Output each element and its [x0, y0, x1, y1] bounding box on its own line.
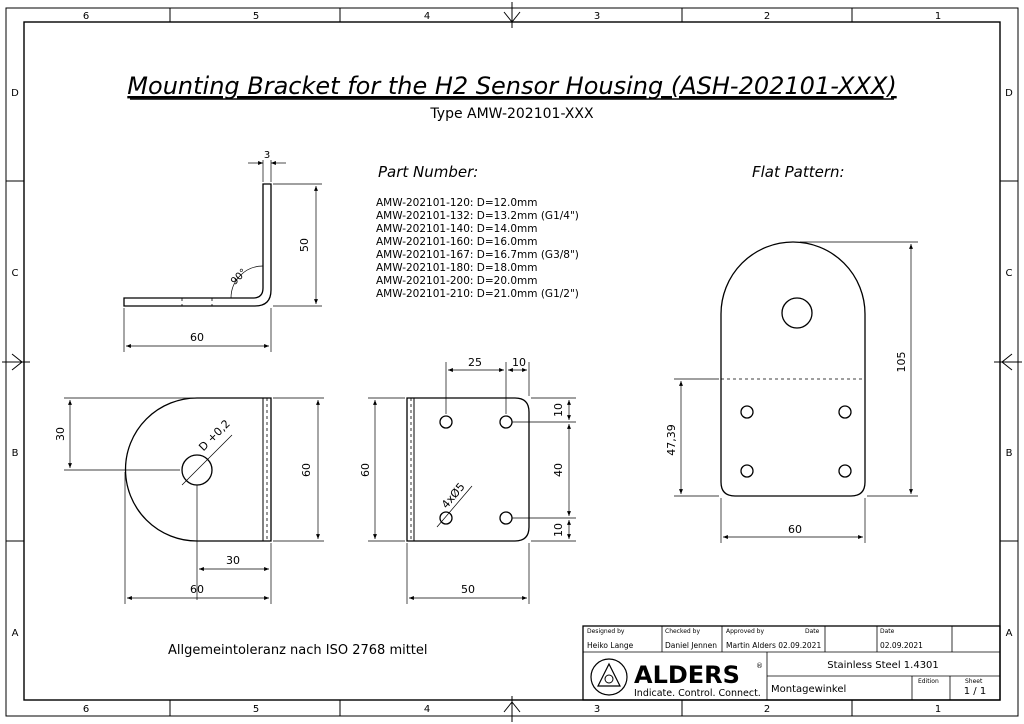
dim-plate-top: 10: [552, 403, 565, 417]
zone-row-left-c: C: [11, 268, 19, 279]
drawing-title: Mounting Bracket for the H2 Sensor Housing (ASH-202101-XXX): [127, 72, 897, 100]
flat-pattern-heading: Flat Pattern:: [752, 163, 845, 181]
dim-plate-pitch: 40: [552, 463, 565, 477]
zone-col-top-3: 3: [593, 11, 601, 22]
zone-row-right-c: C: [1005, 268, 1013, 279]
zone-col-bottom-5: 5: [252, 704, 260, 715]
front-view: [54, 398, 324, 604]
alders-logo: [591, 659, 763, 699]
zone-row-left-a: A: [11, 628, 19, 639]
zone-col-top-6: 6: [82, 11, 90, 22]
dim-front-hole-diameter: D +0,2: [196, 417, 233, 454]
dim-side-width: 60: [190, 331, 204, 344]
dim-side-thickness: 3: [263, 150, 271, 161]
part-name: Montagewinkel: [771, 684, 847, 695]
zone-col-top-5: 5: [252, 11, 260, 22]
approved-date-label: Date: [805, 628, 820, 635]
dim-bend-angle: 90°: [229, 267, 250, 288]
part-number-item: AMW-202101-140: D=14.0mm: [376, 223, 538, 235]
dim-front-height: 60: [300, 463, 313, 477]
dim-plate-width: 50: [461, 583, 475, 596]
edition-label: Edition: [918, 678, 939, 685]
company-slogan: Indicate. Control. Connect.: [634, 688, 761, 699]
part-number-heading: Part Number:: [378, 163, 479, 181]
registered-mark: ®: [756, 662, 763, 670]
checked-by-name: Daniel Jennen: [665, 641, 717, 650]
dim-side-height: 50: [298, 238, 311, 252]
zone-row-right-d: D: [1005, 88, 1013, 99]
designed-by-name: Heiko Lange: [587, 641, 634, 650]
dim-front-width: 60: [190, 583, 204, 596]
dim-plate-holes: 4xØ5: [438, 480, 468, 512]
company-name: ALDERS: [634, 661, 740, 689]
drawing-subtitle: Type AMW-202101-XXX: [430, 106, 594, 122]
material: Stainless Steel 1.4301: [827, 660, 939, 671]
zone-col-bottom-4: 4: [423, 704, 431, 715]
date-label: Date: [880, 628, 895, 635]
zone-col-bottom-1: 1: [934, 704, 942, 715]
part-number-item: AMW-202101-160: D=16.0mm: [376, 236, 538, 248]
dim-plate-height: 60: [359, 463, 372, 477]
flat-pattern-view: [665, 242, 918, 543]
dim-flat-bend: 47,39: [665, 424, 678, 456]
part-number-item: AMW-202101-120: D=12.0mm: [376, 197, 538, 209]
checked-by-label: Checked by: [665, 628, 701, 635]
zone-col-bottom-2: 2: [763, 704, 771, 715]
dim-plate-bottom: 10: [552, 523, 565, 537]
dim-flat-height: 105: [895, 351, 908, 373]
zone-col-top-4: 4: [423, 11, 431, 22]
dim-plate-hole-x: 25: [468, 356, 482, 369]
zone-col-top-2: 2: [763, 11, 771, 22]
zone-col-bottom-3: 3: [593, 704, 601, 715]
title-block: [583, 626, 1000, 700]
sheet-number: 1 / 1: [963, 686, 987, 697]
part-number-item: AMW-202101-132: D=13.2mm (G1/4"): [376, 210, 579, 222]
zone-row-right-b: B: [1005, 448, 1013, 459]
zone-row-left-d: D: [11, 88, 19, 99]
approved-by-name: Martin Alders 02.09.2021: [726, 641, 822, 650]
side-view: [124, 150, 322, 352]
part-number-item: AMW-202101-167: D=16.7mm (G3/8"): [376, 249, 579, 261]
part-number-item: AMW-202101-200: D=20.0mm: [376, 275, 538, 287]
approved-by-label: Approved by: [726, 628, 765, 635]
part-number-item: AMW-202101-180: D=18.0mm: [376, 262, 538, 274]
part-number-list: [376, 197, 579, 300]
dim-front-hole-height: 30: [54, 427, 67, 441]
dim-front-hole-x: 30: [226, 554, 240, 567]
dim-plate-edge-x: 10: [512, 356, 526, 369]
part-number-item: AMW-202101-210: D=21.0mm (G1/2"): [376, 288, 579, 300]
zone-row-right-a: A: [1005, 628, 1013, 639]
dim-flat-width: 60: [788, 523, 802, 536]
sheet-label: Sheet: [965, 678, 983, 685]
zone-row-left-b: B: [11, 448, 19, 459]
tolerance-note: Allgemeintoleranz nach ISO 2768 mittel: [168, 643, 428, 658]
zone-col-top-1: 1: [934, 11, 942, 22]
plate-view: [359, 356, 576, 604]
designed-by-label: Designed by: [587, 628, 625, 635]
date-value: 02.09.2021: [880, 641, 923, 650]
zone-col-bottom-6: 6: [82, 704, 90, 715]
